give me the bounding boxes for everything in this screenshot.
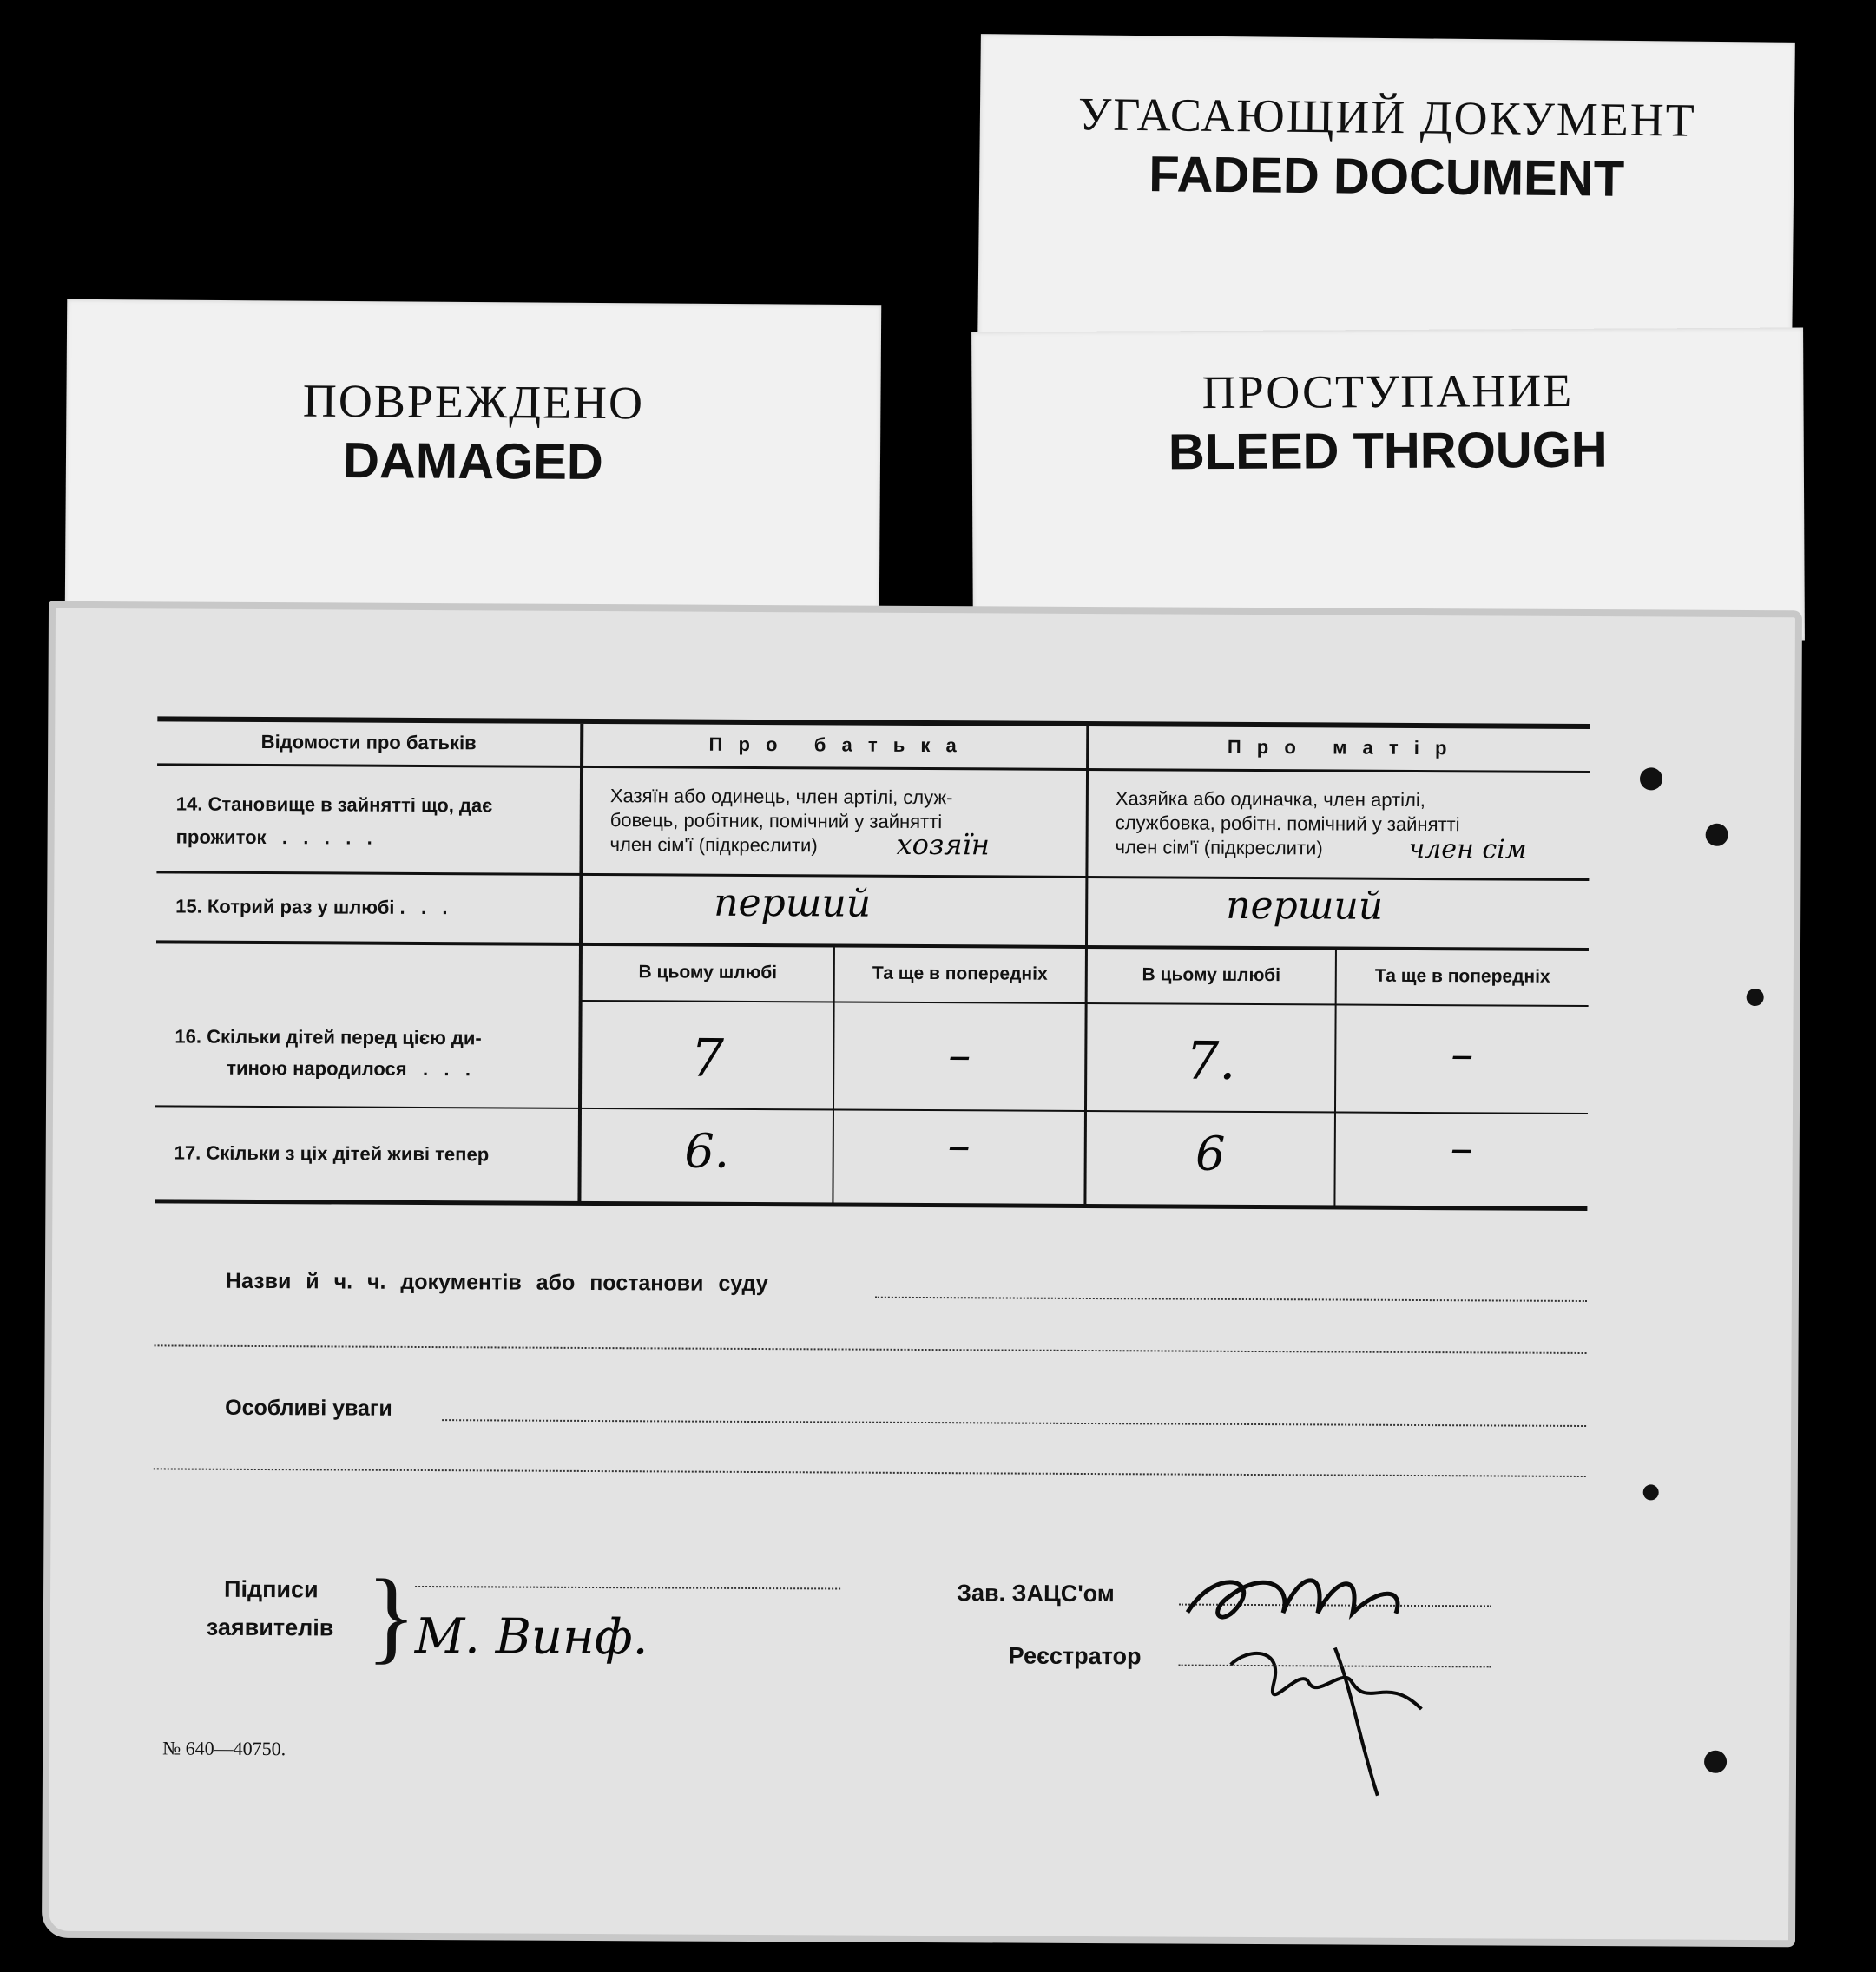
header-father: П р о б а т ь к а — [708, 733, 962, 757]
damaged-label-ru: ПОВРЕЖДЕНО — [302, 374, 645, 430]
head-signature — [1178, 1517, 1492, 1805]
row14-father-line1: Хазяїн або одинець, член артілі, служ- — [609, 785, 953, 809]
row14-mother-line3: член сім'ї (підкреслити) — [1115, 836, 1323, 859]
row17-label: 17. Скільки з ціх дітей живі тепер — [174, 1141, 490, 1166]
row16-mother-prev: – — [1451, 1029, 1474, 1081]
punch-hole — [1640, 767, 1662, 790]
subheader-father-previous: Та ще в попередніх — [872, 963, 1048, 984]
remarks-line-1 — [442, 1419, 1586, 1427]
row16-rule — [155, 1105, 1588, 1114]
remarks-line-2 — [154, 1468, 1586, 1477]
header-rule — [157, 763, 1590, 773]
row14-rule — [156, 871, 1589, 881]
row15-father-handwriting: перший — [714, 880, 872, 926]
remarks-label: Особливі уваги — [225, 1395, 392, 1421]
row14-father-line3: член сім'ї (підкреслити) — [609, 833, 818, 857]
row16-father-prev: – — [948, 1029, 971, 1082]
documents-label: Назви й ч. ч. документів або постанови суду — [225, 1268, 768, 1297]
row14-label-b: прожиток . . . . . — [175, 825, 372, 849]
row14-mother-handwriting: член сім — [1408, 833, 1527, 865]
brace: } — [365, 1557, 417, 1673]
row16-label-b: тиною народилося . . . — [227, 1056, 471, 1081]
punch-hole — [1704, 1751, 1727, 1773]
bleed-label-ru: ПРОСТУПАНИЕ — [1201, 364, 1574, 419]
bleed-through-card — [971, 327, 1805, 644]
registrar-label: Реєстратор — [1008, 1642, 1142, 1670]
row14-mother-line1: Хазяйка або одиначка, член артілі, — [1115, 787, 1425, 812]
header-parents-info: Відомости про батьків — [260, 731, 477, 754]
row17-mother-prev: – — [1450, 1122, 1473, 1175]
damaged-card — [65, 299, 881, 618]
table-bottom-rule — [155, 1199, 1587, 1211]
row15-label: 15. Котрий раз у шлюбі . . . — [175, 895, 448, 919]
applicant-signature: М. Винф. — [414, 1607, 648, 1666]
row17-father-this: 6. — [684, 1123, 730, 1179]
subheader-father-this-marriage: В цьому шлюбі — [638, 962, 778, 983]
signatures-label-b: заявителів — [206, 1614, 334, 1641]
subheader-mother-this-marriage: В цьому шлюбі — [1142, 964, 1281, 986]
row14-mother-line2: службовка, робітн. помічний у зайнятті — [1115, 812, 1460, 836]
row14-father-handwriting: хозяїн — [896, 827, 990, 862]
signatures-label-a: Підписи — [224, 1575, 319, 1603]
row15-rule — [156, 940, 1589, 951]
faded-label-en: FADED DOCUMENT — [1148, 146, 1625, 207]
punch-hole — [1643, 1484, 1659, 1500]
signature-line-1 — [415, 1586, 840, 1590]
row15-mother-handwriting: перший — [1226, 883, 1384, 929]
head-label: Зав. ЗАЦС'ом — [956, 1580, 1115, 1607]
subheader-mother-previous: Та ще в попередніх — [1374, 965, 1550, 987]
faded-label-ru: УГАСАЮЩИЙ ДОКУМЕНТ — [1077, 88, 1697, 147]
row14-label-a: 14. Становище в зайнятті що, дає — [175, 792, 493, 817]
damaged-label-en: DAMAGED — [342, 431, 604, 491]
documents-line-2 — [155, 1344, 1587, 1354]
punch-hole — [1706, 824, 1728, 846]
row16-mother-this: 7. — [1185, 1030, 1236, 1092]
row14-father-line2: бовець, робітник, помічний у зайнятті — [609, 809, 943, 833]
row17-father-prev: – — [947, 1120, 971, 1173]
faded-document-card — [977, 34, 1795, 355]
row17-mother-this: 6 — [1195, 1126, 1226, 1181]
form-page — [42, 601, 1802, 1948]
bleed-label-en: BLEED THROUGH — [1168, 421, 1608, 481]
header-mother: П р о м а т і р — [1227, 735, 1452, 759]
form-number: № 640—40750. — [162, 1737, 286, 1760]
documents-line-1 — [875, 1297, 1587, 1302]
punch-hole — [1747, 989, 1764, 1006]
row16-father-this: 7 — [690, 1028, 725, 1089]
table-top-rule — [157, 716, 1590, 729]
row16-label-a: 16. Скільки дітей перед цією ди- — [174, 1025, 482, 1049]
